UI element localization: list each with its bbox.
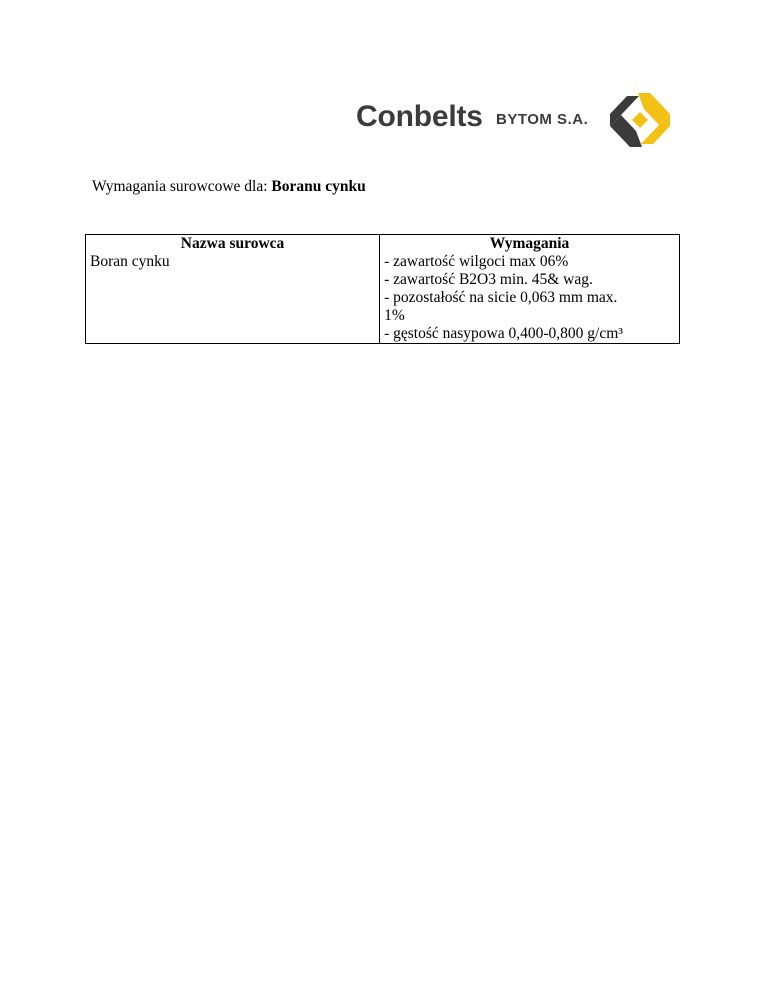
requirement-line: - zawartość wilgoci max 06% <box>384 253 569 270</box>
heading-material: Boranu cynku <box>271 178 366 195</box>
company-logo <box>356 92 676 148</box>
column-header-name: Nazwa surowca <box>86 235 380 254</box>
logo-mark-icon <box>609 92 671 148</box>
column-header-requirements: Wymagania <box>380 235 680 254</box>
requirement-line: - pozostałość na sicie 0,063 mm max. <box>384 289 618 306</box>
requirement-line: - zawartość B2O3 min. 45& wag. <box>384 271 593 288</box>
logo-mark-diamond <box>632 112 648 128</box>
cell-material-name: Boran cynku <box>86 253 380 344</box>
table-header-row <box>86 235 680 254</box>
requirement-line: - gęstość nasypowa 0,400-0,800 g/cm³ <box>384 325 623 342</box>
requirement-line: 1% <box>384 307 405 324</box>
heading-prefix: Wymagania surowcowe dla: <box>92 178 268 195</box>
logo-name: Conbelts <box>356 100 483 133</box>
requirements-table <box>85 234 680 344</box>
logo-suffix: BYTOM S.A. <box>496 111 589 128</box>
document-heading <box>92 178 366 196</box>
cell-requirements <box>380 253 680 344</box>
table-row <box>86 253 680 344</box>
